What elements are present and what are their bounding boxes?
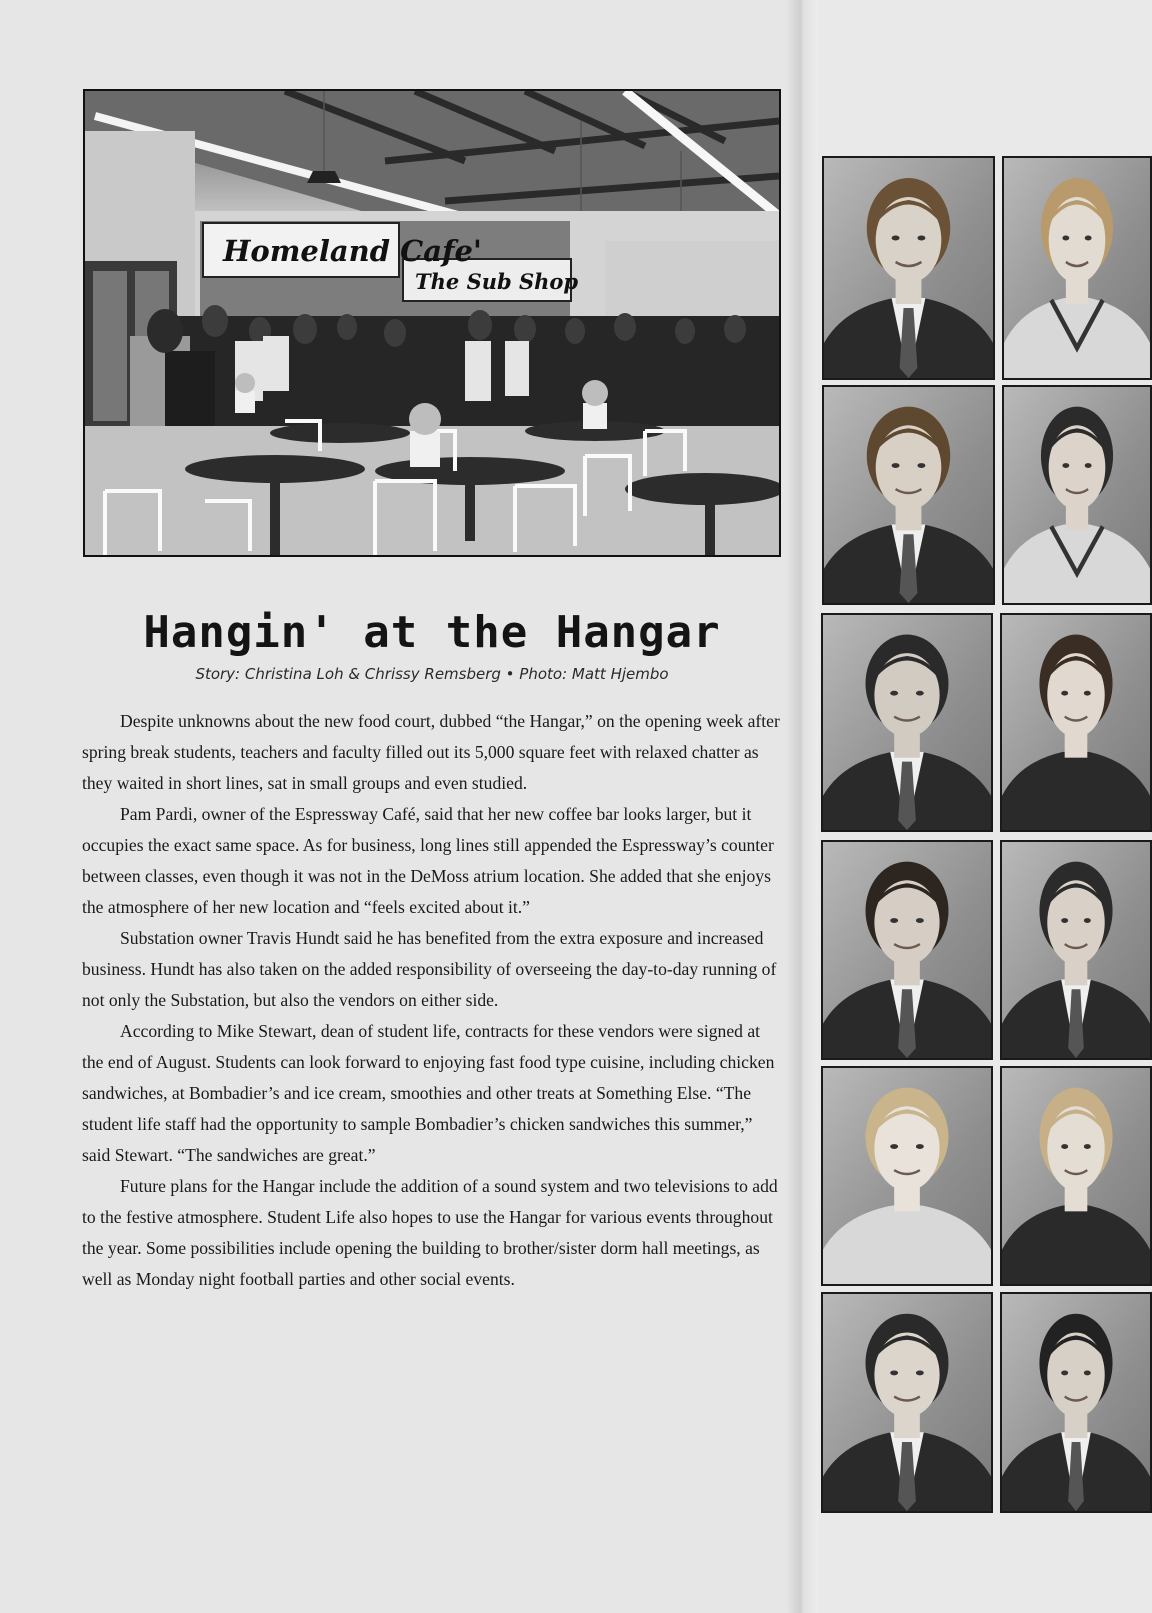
student-portrait bbox=[822, 385, 995, 605]
article-byline: Story: Christina Loh & Chrissy Remsberg • Photo: Matt Hjembo bbox=[195, 665, 669, 683]
portrait-eye bbox=[917, 463, 925, 468]
portrait-silhouette bbox=[1002, 842, 1150, 1058]
portrait-eye bbox=[1084, 918, 1091, 923]
food-court-illustration bbox=[85, 91, 779, 555]
portrait-eye bbox=[890, 1370, 898, 1375]
portrait-eye bbox=[890, 918, 898, 923]
student-portrait bbox=[1000, 613, 1152, 832]
paragraph: Despite unknowns about the new food court, dubbed “the Hangar,” on the opening week after spring break students, teachers and faculty filled out its 5,000 square feet with relaxed chatter as they waited in short lines, sat in small groups and even studied. bbox=[82, 711, 780, 793]
portrait-eye bbox=[892, 463, 900, 468]
portrait-silhouette bbox=[823, 842, 991, 1058]
paragraph: Future plans for the Hangar include the addition of a sound system and two televisions to add to the festive atmosphere. Student Life also hopes to use the Hangar for various events throughout the year. Some possibilities include opening the building to brother/sister dorm hall meetings, as well as Monday night football parties and other social events. bbox=[82, 1176, 778, 1289]
portrait-shoulders bbox=[1004, 524, 1150, 603]
student-portrait bbox=[1002, 156, 1152, 380]
paragraph: According to Mike Stewart, dean of student life, contracts for these vendors were signed at the end of August. Students can look forward to enjoying fast food type cuisine, including chicken sandwiches, at Bombadier’s and ice cream, smoothies and other treats at Something Else. “The student life staff had the opportunity to sample Bombadier’s chicken sandwiches this summer,” said Stewart. “The sandwiches are great.” bbox=[82, 1021, 775, 1165]
portrait-eye bbox=[916, 918, 924, 923]
portrait-eye bbox=[890, 691, 898, 696]
student-portrait bbox=[821, 840, 993, 1060]
portrait-eye bbox=[1085, 236, 1092, 241]
portrait-eye bbox=[1061, 1144, 1068, 1149]
portrait-shoulders bbox=[1002, 752, 1150, 830]
portrait-eye bbox=[1084, 1370, 1091, 1375]
portrait-silhouette bbox=[1004, 387, 1150, 603]
student-portrait bbox=[821, 1292, 993, 1513]
food-court-photo bbox=[83, 89, 781, 557]
student-portrait bbox=[821, 613, 993, 832]
portrait-shoulders bbox=[823, 1205, 991, 1284]
portrait-eye bbox=[1061, 918, 1068, 923]
portrait-eye bbox=[916, 691, 924, 696]
portrait-silhouette bbox=[824, 387, 993, 603]
portrait-shoulders bbox=[1004, 298, 1150, 378]
portrait-eye bbox=[1085, 463, 1092, 468]
portrait-eye bbox=[892, 236, 900, 241]
portrait-eye bbox=[1062, 463, 1069, 468]
student-portrait bbox=[1000, 1292, 1152, 1513]
portrait-silhouette bbox=[823, 1068, 991, 1284]
portrait-silhouette bbox=[1004, 158, 1150, 378]
homeland-cafe-sign: Homeland Cafe' bbox=[223, 234, 482, 268]
paragraph: Substation owner Travis Hundt said he has benefited from the extra exposure and increased business. Hundt has also taken on the added responsibility of overseeing the day-to-day running of not only the Substation, but also the vendors on either side. bbox=[82, 928, 777, 1010]
portrait-silhouette bbox=[1002, 1068, 1150, 1284]
article-body bbox=[82, 706, 782, 1295]
student-portrait bbox=[822, 156, 995, 380]
paragraph: Pam Pardi, owner of the Espressway Café, said that her new coffee bar looks larger, but it occupies the exact same space. As for business, long lines still appended the Espressway’s counter between classes, even though it was not in the DeMoss atrium location. She added that she enjoys the atmosphere of her new location and “feels excited about it.” bbox=[82, 804, 774, 917]
book-gutter bbox=[786, 0, 818, 1613]
portrait-eye bbox=[1061, 691, 1068, 696]
portrait-eye bbox=[1062, 236, 1069, 241]
portrait-silhouette bbox=[1002, 615, 1150, 830]
portrait-eye bbox=[1084, 1144, 1091, 1149]
article-headline: Hangin' at the Hangar bbox=[143, 607, 721, 658]
portrait-silhouette bbox=[1002, 1294, 1150, 1511]
student-portrait bbox=[1002, 385, 1152, 605]
portrait-eye bbox=[917, 236, 925, 241]
portrait-shoulders bbox=[1002, 1205, 1150, 1284]
portrait-eye bbox=[1061, 1370, 1068, 1375]
portrait-silhouette bbox=[824, 158, 993, 378]
student-portrait bbox=[1000, 1066, 1152, 1286]
portrait-eye bbox=[916, 1144, 924, 1149]
portrait-silhouette bbox=[823, 615, 991, 830]
portrait-eye bbox=[890, 1144, 898, 1149]
student-portrait bbox=[1000, 840, 1152, 1060]
portrait-silhouette bbox=[823, 1294, 991, 1511]
student-portrait bbox=[821, 1066, 993, 1286]
sub-shop-sign: The Sub Shop bbox=[415, 269, 579, 294]
portrait-eye bbox=[1084, 691, 1091, 696]
portrait-eye bbox=[916, 1370, 924, 1375]
